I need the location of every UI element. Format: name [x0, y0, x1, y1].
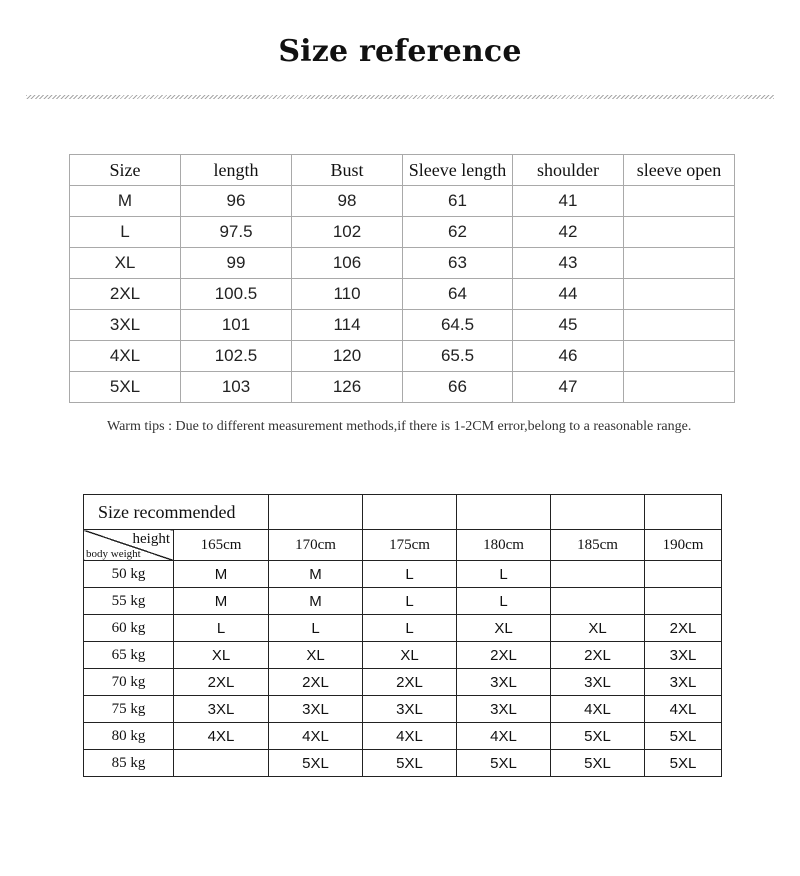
table-cell: 5XL [645, 750, 722, 777]
table-cell [645, 561, 722, 588]
table-cell: M [269, 588, 363, 615]
weight-cell: 75 kg [84, 696, 174, 723]
table-cell: 5XL [645, 723, 722, 750]
weight-cell: 50 kg [84, 561, 174, 588]
table-cell: 2XL [645, 615, 722, 642]
table-cell: 61 [403, 186, 513, 217]
table-cell: 3XL [269, 696, 363, 723]
table-cell: L [70, 217, 181, 248]
size-table-header-row [70, 155, 735, 186]
rec-table-title: Size recommended [84, 495, 269, 530]
divider [26, 95, 774, 99]
table-cell: 2XL [70, 279, 181, 310]
table-cell: 110 [292, 279, 403, 310]
table-cell: 102.5 [181, 341, 292, 372]
table-cell: 3XL [457, 669, 551, 696]
table-cell [551, 561, 645, 588]
size-table-header-cell: length [181, 155, 292, 186]
table-cell: 47 [513, 372, 624, 403]
height-header-cell: 185cm [551, 530, 645, 561]
table-cell: 5XL [70, 372, 181, 403]
table-cell: L [174, 615, 269, 642]
table-cell: XL [551, 615, 645, 642]
table-cell [624, 341, 735, 372]
table-cell [269, 495, 363, 530]
table-cell [645, 588, 722, 615]
height-header-cell: 165cm [174, 530, 269, 561]
table-cell: 3XL [645, 669, 722, 696]
table-cell [551, 588, 645, 615]
table-cell: 5XL [551, 723, 645, 750]
table-cell: XL [457, 615, 551, 642]
size-table-header-cell: sleeve open [624, 155, 735, 186]
table-cell: 4XL [457, 723, 551, 750]
table-cell: 5XL [457, 750, 551, 777]
table-cell: 5XL [363, 750, 457, 777]
table-cell: 120 [292, 341, 403, 372]
table-cell: 3XL [551, 669, 645, 696]
table-cell: 65.5 [403, 341, 513, 372]
table-row [84, 615, 722, 642]
table-cell: M [174, 561, 269, 588]
table-cell: 3XL [363, 696, 457, 723]
table-cell: 3XL [70, 310, 181, 341]
table-cell: M [269, 561, 363, 588]
weight-cell: 70 kg [84, 669, 174, 696]
height-header-cell: 175cm [363, 530, 457, 561]
table-cell: 103 [181, 372, 292, 403]
size-recommended-table [83, 494, 722, 777]
size-reference-table [69, 154, 735, 403]
table-cell: 5XL [269, 750, 363, 777]
table-row [70, 372, 735, 403]
table-row [70, 341, 735, 372]
weight-cell: 65 kg [84, 642, 174, 669]
table-cell: 3XL [457, 696, 551, 723]
table-cell [363, 495, 457, 530]
table-cell: 45 [513, 310, 624, 341]
height-header-cell: 170cm [269, 530, 363, 561]
table-cell: 101 [181, 310, 292, 341]
size-table-header-cell: Bust [292, 155, 403, 186]
table-row [84, 642, 722, 669]
table-cell: 2XL [269, 669, 363, 696]
rec-title-row [84, 495, 722, 530]
table-row [84, 669, 722, 696]
table-row [70, 186, 735, 217]
corner-diagonal-cell [84, 530, 174, 561]
table-row [84, 588, 722, 615]
table-cell: 4XL [174, 723, 269, 750]
corner-weight-label: body weight [86, 548, 141, 560]
table-cell: 3XL [645, 642, 722, 669]
table-cell: XL [363, 642, 457, 669]
corner-height-label: height [132, 531, 170, 547]
height-header-cell: 190cm [645, 530, 722, 561]
table-row [70, 310, 735, 341]
table-cell: 102 [292, 217, 403, 248]
table-cell: 42 [513, 217, 624, 248]
table-cell [624, 310, 735, 341]
weight-cell: 55 kg [84, 588, 174, 615]
table-cell: 62 [403, 217, 513, 248]
table-row [70, 217, 735, 248]
table-cell: 46 [513, 341, 624, 372]
table-cell: L [457, 561, 551, 588]
table-cell: L [363, 615, 457, 642]
table-cell: L [457, 588, 551, 615]
table-cell: 41 [513, 186, 624, 217]
table-cell: 63 [403, 248, 513, 279]
table-cell: 2XL [551, 642, 645, 669]
weight-cell: 85 kg [84, 750, 174, 777]
table-cell: M [174, 588, 269, 615]
table-cell [624, 248, 735, 279]
weight-cell: 60 kg [84, 615, 174, 642]
table-cell: 4XL [269, 723, 363, 750]
table-row [70, 248, 735, 279]
table-cell [624, 217, 735, 248]
table-cell: 97.5 [181, 217, 292, 248]
height-header-cell: 180cm [457, 530, 551, 561]
table-cell: 2XL [457, 642, 551, 669]
table-row [84, 750, 722, 777]
table-cell: 100.5 [181, 279, 292, 310]
table-cell: 64.5 [403, 310, 513, 341]
table-cell [624, 186, 735, 217]
table-cell: 99 [181, 248, 292, 279]
table-cell: 66 [403, 372, 513, 403]
rec-header-row [84, 530, 722, 561]
table-cell: 4XL [363, 723, 457, 750]
table-cell: 96 [181, 186, 292, 217]
table-cell: XL [269, 642, 363, 669]
table-cell: 2XL [363, 669, 457, 696]
table-cell: 126 [292, 372, 403, 403]
table-cell: L [363, 588, 457, 615]
table-cell: 44 [513, 279, 624, 310]
table-cell: 4XL [645, 696, 722, 723]
table-row [70, 279, 735, 310]
table-row [84, 723, 722, 750]
table-cell [624, 372, 735, 403]
table-cell: 98 [292, 186, 403, 217]
table-cell: 114 [292, 310, 403, 341]
table-cell: 4XL [551, 696, 645, 723]
table-cell: XL [70, 248, 181, 279]
size-table-header-cell: Size [70, 155, 181, 186]
table-row [84, 561, 722, 588]
table-cell [551, 495, 645, 530]
table-cell [624, 279, 735, 310]
table-cell: 2XL [174, 669, 269, 696]
table-cell: 5XL [551, 750, 645, 777]
size-table-header-cell: shoulder [513, 155, 624, 186]
table-cell: L [363, 561, 457, 588]
table-cell [174, 750, 269, 777]
table-cell: L [269, 615, 363, 642]
weight-cell: 80 kg [84, 723, 174, 750]
table-cell: 106 [292, 248, 403, 279]
table-cell: 4XL [70, 341, 181, 372]
table-cell: XL [174, 642, 269, 669]
size-table-header-cell: Sleeve length [403, 155, 513, 186]
table-cell [645, 495, 722, 530]
table-cell: 43 [513, 248, 624, 279]
page-title: Size reference [278, 34, 522, 69]
table-cell: M [70, 186, 181, 217]
table-row [84, 696, 722, 723]
table-cell [457, 495, 551, 530]
table-cell: 64 [403, 279, 513, 310]
table-cell: 3XL [174, 696, 269, 723]
warm-tips-text: Warm tips : Due to different measurement methods,if there is 1-2CM error,belong to a reasonable range. [107, 419, 692, 434]
